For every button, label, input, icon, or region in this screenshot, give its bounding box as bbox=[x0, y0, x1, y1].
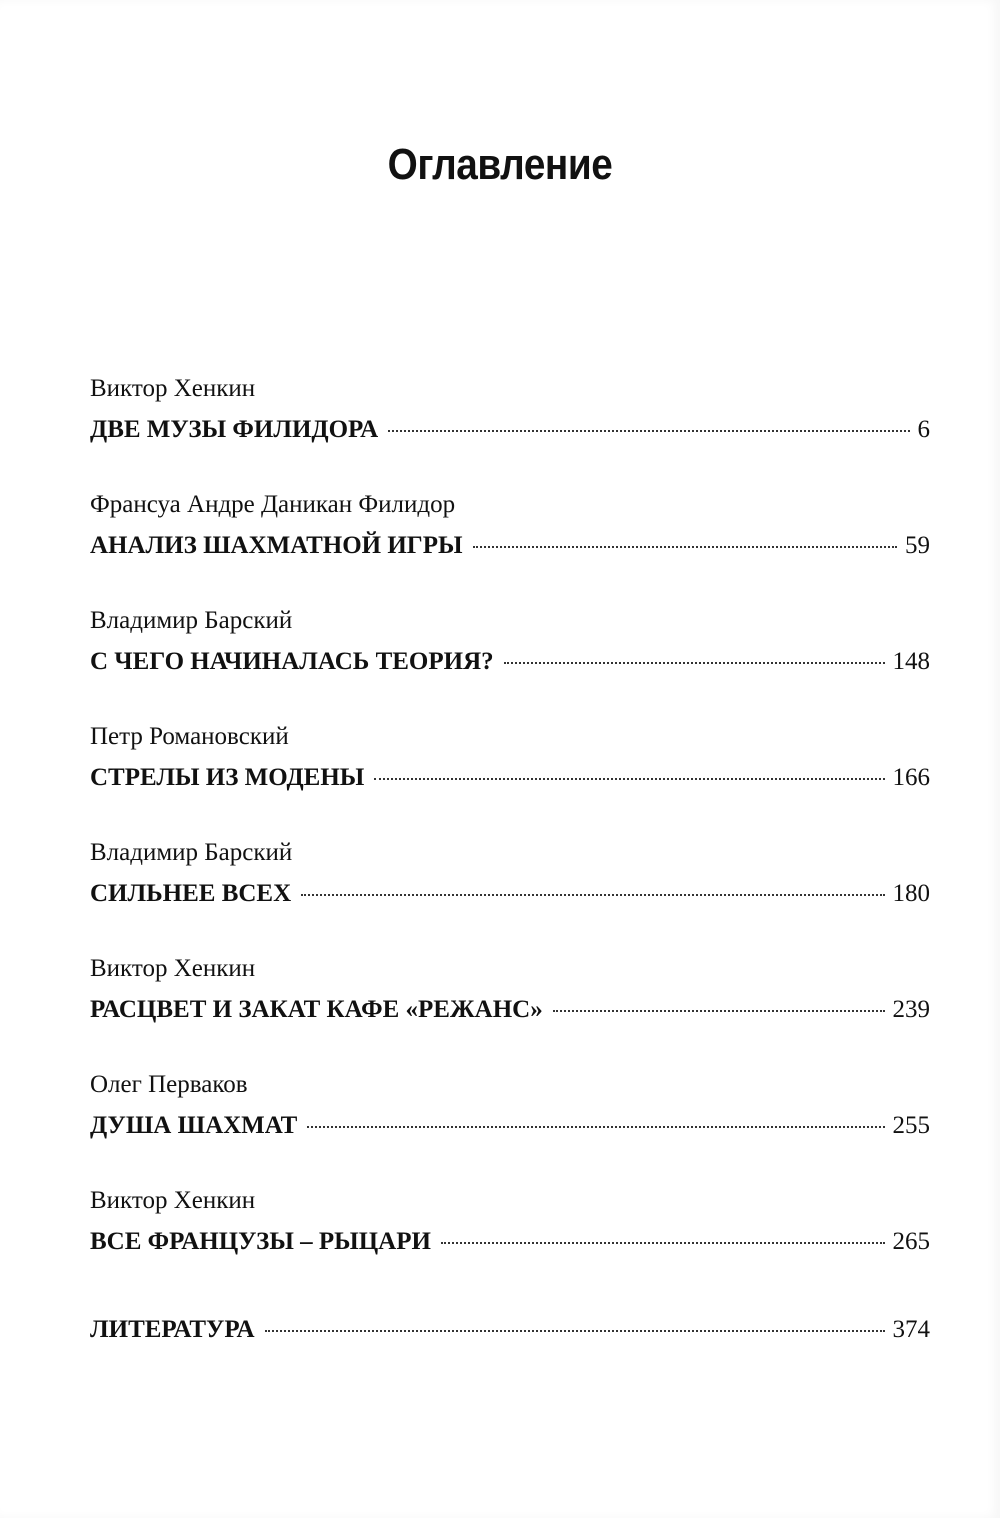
toc-line[interactable] bbox=[90, 982, 930, 1038]
toc-entry bbox=[90, 1070, 930, 1154]
toc-line[interactable] bbox=[90, 1214, 930, 1270]
entry-author: Владимир Барский bbox=[90, 607, 293, 634]
toc-entry bbox=[90, 490, 930, 574]
page-number: 374 bbox=[892, 1316, 930, 1343]
dot-leader bbox=[388, 430, 909, 432]
page-number: 265 bbox=[892, 1228, 930, 1255]
page-number: 255 bbox=[892, 1112, 930, 1139]
page-number: 148 bbox=[892, 648, 930, 675]
entry-author: Франсуа Андре Даникан Филидор bbox=[90, 491, 456, 518]
chapter-title: СИЛЬНЕЕ ВСЕХ bbox=[90, 880, 292, 907]
chapter-title: С ЧЕГО НАЧИНАЛАСЬ ТЕОРИЯ? bbox=[90, 648, 494, 675]
toc-entry bbox=[90, 722, 930, 806]
toc-entry bbox=[90, 1302, 930, 1358]
page-title: Оглавление bbox=[387, 140, 613, 189]
chapter-title: ЛИТЕРАТУРА bbox=[90, 1316, 255, 1343]
page-number: 59 bbox=[905, 532, 930, 559]
toc-entry bbox=[90, 606, 930, 690]
entry-author: Виктор Хенкин bbox=[90, 375, 256, 402]
dot-leader bbox=[504, 662, 885, 664]
entry-author: Виктор Хенкин bbox=[90, 1187, 256, 1214]
page-number: 6 bbox=[917, 416, 930, 443]
chapter-title: РАСЦВЕТ И ЗАКАТ КАФЕ «РЕЖАНС» bbox=[90, 996, 543, 1023]
entry-author: Виктор Хенкин bbox=[90, 955, 256, 982]
dot-leader bbox=[307, 1126, 884, 1128]
toc-entry bbox=[90, 374, 930, 458]
entry-author: Олег Перваков bbox=[90, 1071, 248, 1098]
toc-line[interactable] bbox=[90, 634, 930, 690]
dot-leader bbox=[441, 1242, 885, 1244]
page-number: 239 bbox=[892, 996, 930, 1023]
chapter-title: ДУША ШАХМАТ bbox=[90, 1112, 298, 1139]
chapter-title: ДВЕ МУЗЫ ФИЛИДОРА bbox=[90, 416, 379, 443]
toc-line[interactable] bbox=[90, 750, 930, 806]
entry-author: Владимир Барский bbox=[90, 839, 293, 866]
toc-line[interactable] bbox=[90, 402, 930, 458]
toc-line[interactable] bbox=[90, 518, 930, 574]
chapter-title: АНАЛИЗ ШАХМАТНОЙ ИГРЫ bbox=[90, 532, 463, 559]
toc-line[interactable] bbox=[90, 866, 930, 922]
toc-entry bbox=[90, 838, 930, 922]
page-number: 166 bbox=[892, 764, 930, 791]
dot-leader bbox=[301, 894, 884, 896]
chapter-title: ВСЕ ФРАНЦУЗЫ – РЫЦАРИ bbox=[90, 1228, 431, 1255]
entry-author: Петр Романовский bbox=[90, 723, 289, 750]
page-number: 180 bbox=[892, 880, 930, 907]
toc-entry bbox=[90, 1186, 930, 1270]
dot-leader bbox=[374, 778, 884, 780]
dot-leader bbox=[265, 1330, 885, 1332]
dot-leader bbox=[553, 1010, 885, 1012]
dot-leader bbox=[473, 546, 897, 548]
toc-line[interactable] bbox=[90, 1098, 930, 1154]
table-of-contents bbox=[90, 374, 930, 1390]
toc-line[interactable] bbox=[90, 1302, 930, 1358]
chapter-title: СТРЕЛЫ ИЗ МОДЕНЫ bbox=[90, 764, 365, 791]
toc-entry bbox=[90, 954, 930, 1038]
